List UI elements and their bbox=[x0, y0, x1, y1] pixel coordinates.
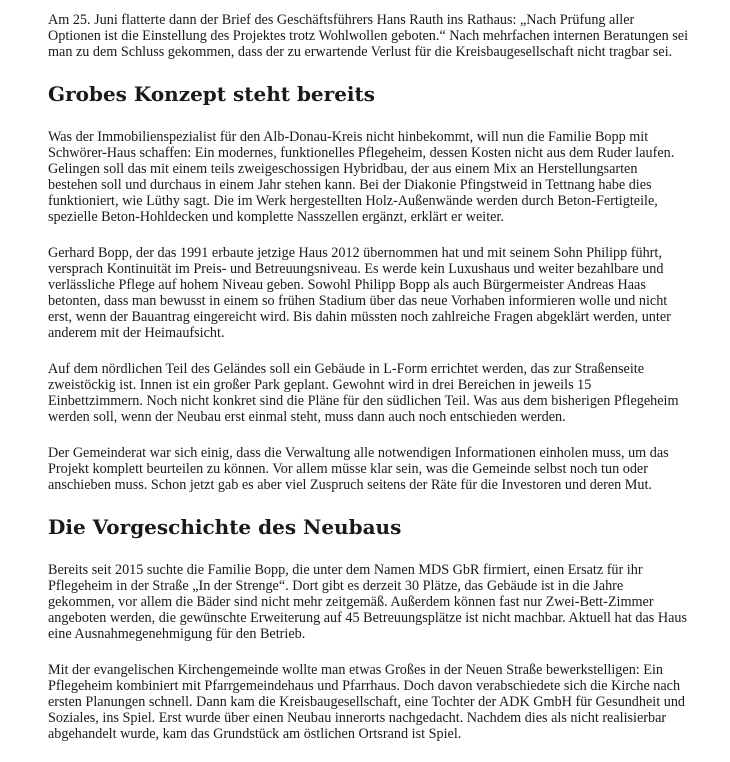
section-heading-konzept: Grobes Konzept steht bereits bbox=[48, 82, 376, 106]
paragraph-vorgeschichte-1: Bereits seit 2015 suchte die Familie Bopp, die unter dem Namen MDS GbR firmiert, einen Ersatz für ihr Pflegeheim in der Straße „In der Strenge“. Dort gibt es derzeit 30 Plätze, das Gebäude ist in die Jahre gekommen, vor allem die Bäder sind nicht mehr zeitgemäß. Außerdem können fast nur Zwei-Bett-Zimmer angeboten werden, die gewünschte Erweiterung auf 45 Betreuungsplätze ist nicht machbar. Aktuell hat das Haus eine Ausnahmegenehmigung für den Betrieb. bbox=[48, 562, 688, 642]
paragraph-konzept-2: Gerhard Bopp, der das 1991 erbaute jetzige Haus 2012 übernommen hat und mit seinem Sohn Philipp führt, versprach Kontinuität im Preis- und Betreuungsniveau. Es werde kein Luxushaus und weiter bezahlbare und verlässliche Pflege auf hohem Niveau geben. Sowohl Philipp Bopp als auch Bürgermeister Andreas Haas betonten, dass man bewusst in einem so frühen Stadium über das neue Vorhaben informieren wolle und nicht erst, wenn der Bauantrag eingereicht wird. Bis dahin müssten noch zahlreiche Fragen abgeklärt werden, unter anderem mit der Heimaufsicht. bbox=[48, 245, 671, 341]
paragraph-konzept-1: Was der Immobilienspezialist für den Alb-Donau-Kreis nicht hinbekommt, will nun die Familie Bopp mit Schwörer-Haus schaffen: Ein modernes, funktionelles Pflegeheim, dessen Kosten nicht aus dem Ruder laufen. Gelingen soll das mit einem teils zweigeschossigen Hybridbau, der aus einem Mix an Herstellungsarten bestehen soll und durchaus in einem Jahr stehen kann. Bei der Diakonie Pfingstweid in Tettnang habe dies funktioniert, wie Lüthy sagt. Die im Werk hergestellten Holz-Außenwände werden durch Beton-Fertigteile, spezielle Beton-Hohldecken und komplette Nasszellen ergänzt, erklärt er weiter. bbox=[48, 129, 675, 225]
paragraph-intro: Am 25. Juni flatterte dann der Brief des Geschäftsführers Hans Rauth ins Rathaus: „Nach Prüfung aller Optionen ist die Einstellung des Projektes trotz Wohlwollen geboten.“ Nach mehrfachen internen Beratungen sei man zu dem Schluss gekommen, dass der zu erwartende Verlust für die Kreisbaugesellschaft nicht tragbar sei. bbox=[48, 12, 689, 60]
paragraph-vorgeschichte-2: Mit der evangelischen Kirchengemeinde wollte man etwas Großes in der Neuen Straße bewerkstelligen: Ein Pflegeheim kombiniert mit Pfarrgemeindehaus und Pfarrhaus. Doch davon verabschiedete sich die Kirche nach ersten Planungen schnell. Dann kam die Kreisbaugesellschaft, eine Tochter der ADK GmbH für Gesundheit und Soziales, ins Spiel. Erst wurde über einen Neubau innerorts nachgedacht. Nachdem dies als nicht realisierbar abgehandelt wurde, kam das Grundstück am östlichen Ortsrand ist Spiel. bbox=[48, 662, 686, 742]
article-body bbox=[48, 12, 688, 762]
paragraph-konzept-3: Auf dem nördlichen Teil des Geländes soll ein Gebäude in L-Form errichtet werden, das zur Straßenseite zweistöckig ist. Innen ist ein großer Park geplant. Gewohnt wird in drei Bereichen in jeweils 15 Einbettzimmern. Noch nicht konkret sind die Pläne für den südlichen Teil. Was aus dem bisherigen Pflegeheim werden soll, wenn der Neubau erst einmal steht, muss dann auch noch entschieden werden. bbox=[48, 361, 679, 425]
section-heading-vorgeschichte: Die Vorgeschichte des Neubaus bbox=[48, 515, 402, 539]
paragraph-konzept-4: Der Gemeinderat war sich einig, dass die Verwaltung alle notwendigen Informationen einholen muss, um das Projekt komplett beurteilen zu können. Vor allem müsse klar sein, was die Gemeinde selbst noch tun oder anschieben muss. Schon jetzt gab es aber viel Zuspruch seitens der Räte für die Investoren und deren Mut. bbox=[48, 445, 669, 493]
